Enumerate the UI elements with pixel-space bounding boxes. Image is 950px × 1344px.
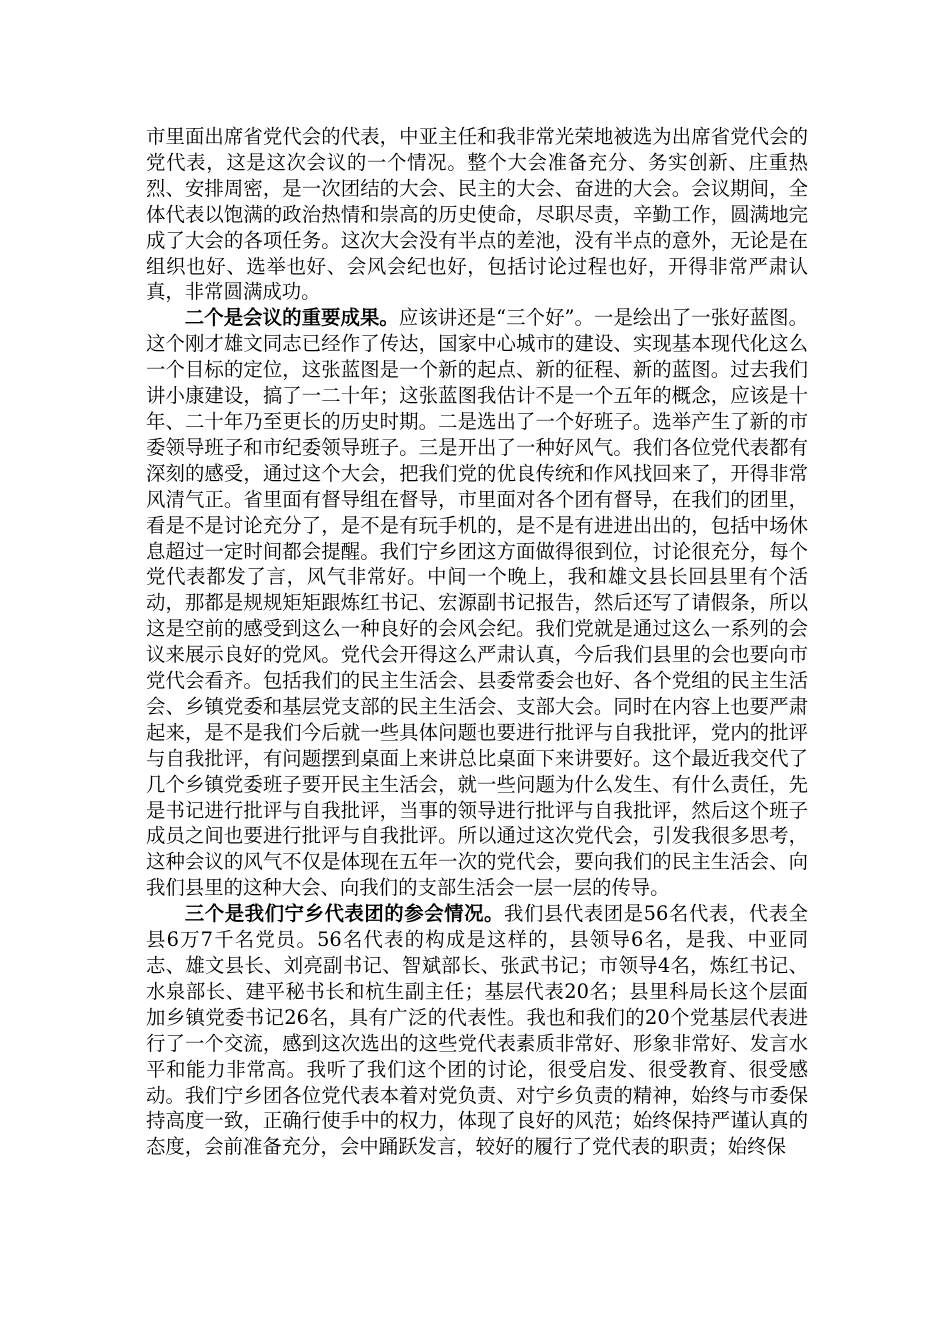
paragraph-1 <box>146 124 808 305</box>
paragraph-2-lead: 二个是会议的重要成果。 <box>184 306 399 330</box>
paragraph-3 <box>146 901 808 1160</box>
document-page <box>146 124 808 1160</box>
paragraph-3-text: 我们县代表团是56名代表，代表全县6万7千名党员。56名代表的构成是这样的，县领导6名，是我、中亚同志、雄文县长、刘亮副书记、智斌部长、张武书记；市领导4名，炼红书记、水泉部长、建平秘书长和杭生副主任；基层代表20名；县里科局长这个层面加乡镇党委书记26名，具有广泛的代表性。我也和我们的20个党基层代表进行了一个交流，感到这次选出的这些党代表素质非常好、形象非常好、发言水平和能力非常高。我听了我们这个团的讨论，很受启发、很受教育、很受感动。我们宁乡团各位党代表本着对党负责、对宁乡负责的精神，始终与市委保持高度一致，正确行使手中的权力，体现了良好的风范；始终保持严谨认真的态度，会前准备充分，会中踊跃发言，较好的履行了党代表的职责；始终保 <box>146 902 808 1159</box>
paragraph-2-text: 应该讲还是“三个好”。一是绘出了一张好蓝图。这个刚才雄文同志已经作了传达，国家中心城市的建设、实现基本现代化这么一个目标的定位，这张蓝图是一个新的起点、新的征程、新的蓝图。过去我们讲小康建设，搞了一二十年；这张蓝图我估计不是一个五年的概念，应该是十年、二十年乃至更长的历史时期。二是选出了一个好班子。选举产生了新的市委领导班子和市纪委领导班子。三是开出了一种好风气。我们各位党代表都有深刻的感受，通过这个大会，把我们党的优良传统和作风找回来了，开得非常风清气正。省里面有督导组在督导，市里面对各个团有督导，在我们的团里，看是不是讨论充分了，是不是有玩手机的，是不是有进进出出的，包括中场休息超过一定时间都会提醒。我们宁乡团这方面做得很到位，讨论很充分，每个党代表都发了言，风气非常好。中间一个晚上，我和雄文县长回县里有个活动，那都是规规矩矩跟炼红书记、宏源副书记报告，然后还写了请假条，所以这是空前的感受到这么一种良好的会风会纪。我们党就是通过这么一系列的会议来展示良好的党风。党代会开得这么严肃认真，今后我们县里的会也要向市党代会看齐。包括我们的民主生活会、县委常委会也好、各个党组的民主生活会、乡镇党委和基层党支部的民主生活会、支部大会。同时在内容上也要严肃起来，是不是我们今后就一些具体问题也要进行批评与自我批评，党内的批评与自我批评，有问题摆到桌面上来讲总比桌面下来讲要好。这个最近我交代了几个乡镇党委班子要开民主生活会，就一些问题为什么发生、有什么责任，先是书记进行批评与自我批评，当事的领导进行批评与自我批评，然后这个班子成员之间也要进行批评与自我批评。所以通过这次党代会，引发我很多思考，这种会议的风气不仅是体现在五年一次的党代会，要向我们的民主生活会、向我们县里的这种大会、向我们的支部生活会一层一层的传导。 <box>146 306 808 900</box>
paragraph-1-text: 市里面出席省党代会的代表，中亚主任和我非常光荣地被选为出席省党代会的党代表，这是这次会议的一个情况。整个大会准备充分、务实创新、庄重热烈、安排周密，是一次团结的大会、民主的大会、奋进的大会。会议期间，全体代表以饱满的政治热情和崇高的历史使命，尽职尽责，辛勤工作，圆满地完成了大会的各项任务。这次大会没有半点的差池，没有半点的意外，无论是在组织也好、选举也好、会风会纪也好，包括讨论过程也好，开得非常严肃认真，非常圆满成功。 <box>146 125 808 304</box>
paragraph-3-lead: 三个是我们宁乡代表团的参会情况。 <box>184 902 505 926</box>
paragraph-2 <box>146 305 808 901</box>
